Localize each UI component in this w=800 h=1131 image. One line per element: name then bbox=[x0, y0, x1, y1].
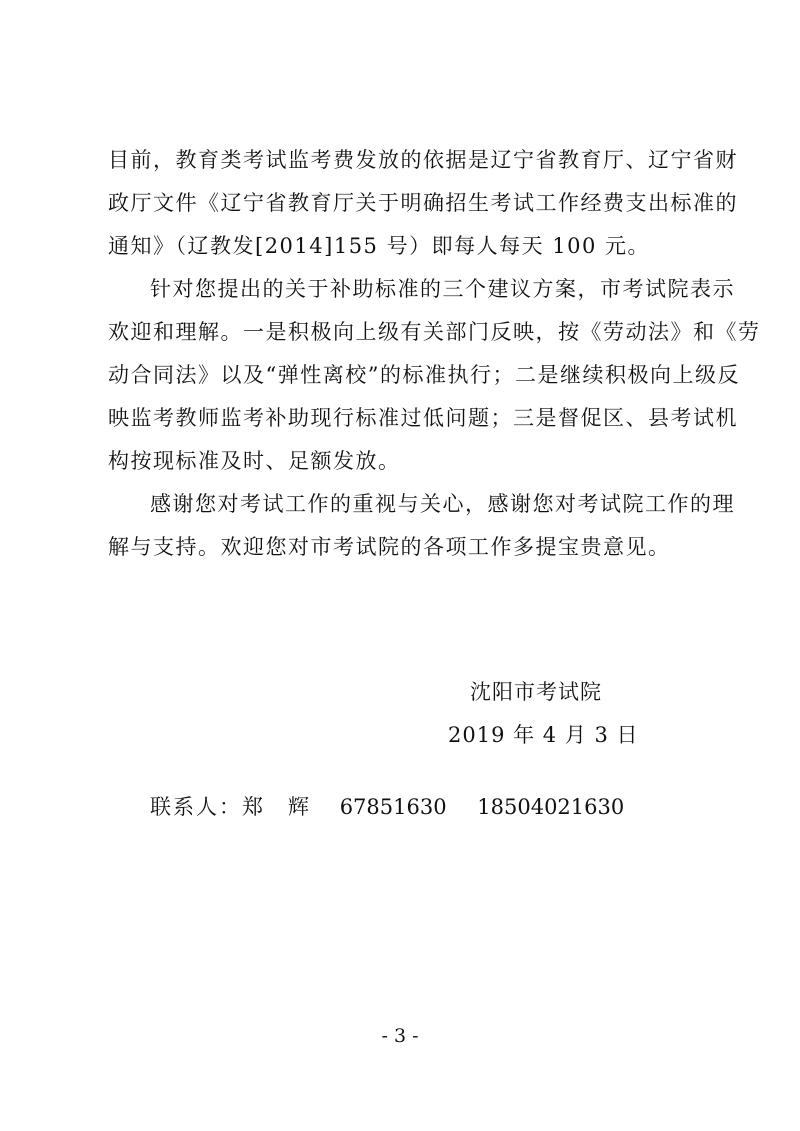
contact-line bbox=[150, 793, 624, 821]
paragraph-2-line-5: 构按现标准及时、足额发放。 bbox=[108, 449, 401, 473]
paragraph-2-line-1: 针对您提出的关于补助标准的三个建议方案，市考试院表示 bbox=[150, 277, 735, 301]
paragraph-2-line-2: 欢迎和理解。一是积极向上级有关部门反映，按《劳动法》和《劳 bbox=[108, 320, 761, 344]
page-number: - 3 - bbox=[381, 1025, 419, 1047]
paragraph-2-line-4: 映监考教师监考补助现行标准过低问题；三是督促区、县考试机 bbox=[108, 406, 738, 430]
paragraph-1-line-3: 通知》（辽教发[2014]155 号）即每人每天 100 元。 bbox=[108, 234, 651, 258]
paragraph-3-line-1: 感谢您对考试工作的重视与关心，感谢您对考试院工作的理 bbox=[150, 492, 735, 516]
paragraph-1-line-2: 政厅文件《辽宁省教育厅关于明确招生考试工作经费支出标准的 bbox=[108, 191, 738, 215]
paragraph-3-line-2: 解与支持。欢迎您对市考试院的各项工作多提宝贵意见。 bbox=[108, 535, 671, 559]
paragraph-1-line-1: 目前，教育类考试监考费发放的依据是辽宁省教育厅、辽宁省财 bbox=[108, 148, 738, 172]
contact-phone-1: 67851630 bbox=[339, 795, 447, 819]
signature-date: 2019 年 4 月 3 日 bbox=[448, 723, 639, 747]
contact-label: 联系人：郑 辉 bbox=[150, 795, 311, 819]
contact-phone-2: 18504021630 bbox=[477, 795, 625, 819]
paragraph-2-line-3: 动合同法》以及“弹性离校”的标准执行；二是继续积极向上级反 bbox=[108, 363, 740, 387]
signature-organization: 沈阳市考试院 bbox=[470, 680, 602, 704]
